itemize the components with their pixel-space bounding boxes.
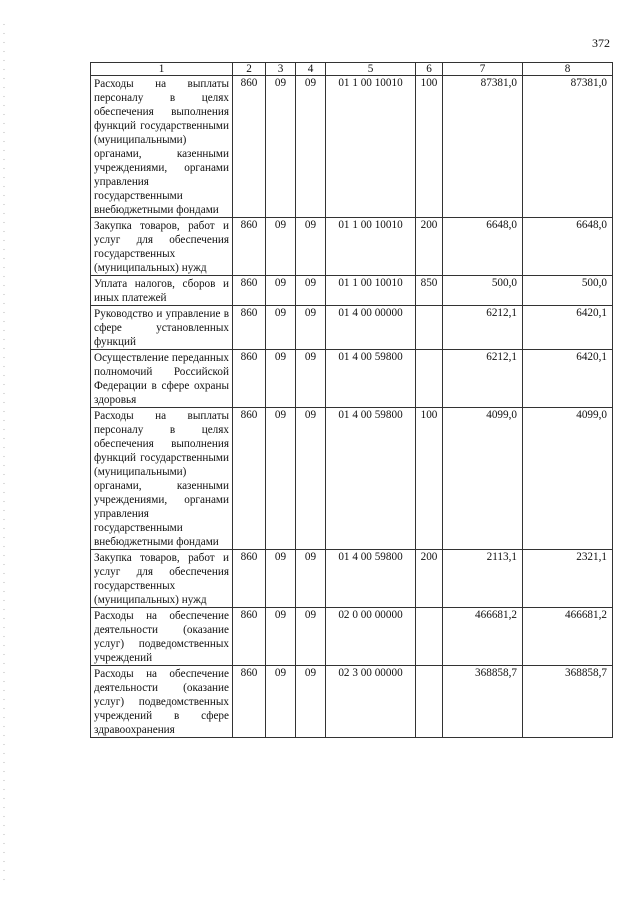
table-row	[91, 666, 613, 738]
target-article-cell: 01 1 00 10010	[326, 276, 416, 306]
code-cell: 860	[233, 608, 266, 666]
column-header: 3	[266, 63, 296, 76]
amount-cell: 6648,0	[443, 218, 523, 276]
expense-type-cell: 100	[416, 76, 443, 218]
amount-cell: 6648,0	[523, 218, 613, 276]
section-cell: 09	[266, 218, 296, 276]
expense-type-cell: 200	[416, 550, 443, 608]
section-cell: 09	[266, 350, 296, 408]
column-header: 6	[416, 63, 443, 76]
row-name-cell: Расходы на обеспечение деятельности (оказание услуг) подведомственных учреждений	[91, 608, 233, 666]
amount-cell: 6420,1	[523, 306, 613, 350]
page-number: 372	[592, 36, 610, 50]
code-cell: 860	[233, 76, 266, 218]
expense-type-cell: 200	[416, 218, 443, 276]
table-row	[91, 608, 613, 666]
amount-cell: 6212,1	[443, 306, 523, 350]
section-cell: 09	[266, 408, 296, 550]
row-name-cell: Руководство и управление в сфере установленных функций	[91, 306, 233, 350]
row-name-cell: Закупка товаров, работ и услуг для обеспечения государственных (муниципальных) нужд	[91, 218, 233, 276]
section-cell: 09	[266, 306, 296, 350]
subsection-cell: 09	[296, 608, 326, 666]
expense-type-cell	[416, 608, 443, 666]
column-header: 7	[443, 63, 523, 76]
subsection-cell: 09	[296, 408, 326, 550]
column-header: 2	[233, 63, 266, 76]
code-cell: 860	[233, 550, 266, 608]
amount-cell: 368858,7	[523, 666, 613, 738]
column-header: 5	[326, 63, 416, 76]
section-cell: 09	[266, 550, 296, 608]
subsection-cell: 09	[296, 276, 326, 306]
amount-cell: 87381,0	[443, 76, 523, 218]
amount-cell: 4099,0	[523, 408, 613, 550]
expense-type-cell	[416, 350, 443, 408]
budget-table	[90, 62, 613, 738]
row-name-cell: Расходы на обеспечение деятельности (оказание услуг) подведомственных учреждений в сфере здравоохранения	[91, 666, 233, 738]
expense-type-cell	[416, 306, 443, 350]
table-row	[91, 218, 613, 276]
target-article-cell: 01 4 00 59800	[326, 408, 416, 550]
table-row	[91, 276, 613, 306]
target-article-cell: 01 4 00 59800	[326, 550, 416, 608]
code-cell: 860	[233, 306, 266, 350]
code-cell: 860	[233, 350, 266, 408]
amount-cell: 500,0	[523, 276, 613, 306]
section-cell: 09	[266, 76, 296, 218]
target-article-cell: 02 0 00 00000	[326, 608, 416, 666]
row-name-cell: Уплата налогов, сборов и иных платежей	[91, 276, 233, 306]
target-article-cell: 02 3 00 00000	[326, 666, 416, 738]
target-article-cell: 01 1 00 10010	[326, 76, 416, 218]
subsection-cell: 09	[296, 550, 326, 608]
code-cell: 860	[233, 218, 266, 276]
code-cell: 860	[233, 408, 266, 550]
subsection-cell: 09	[296, 306, 326, 350]
column-header: 1	[91, 63, 233, 76]
table-header-row	[91, 63, 613, 76]
expense-type-cell: 850	[416, 276, 443, 306]
table-row	[91, 306, 613, 350]
table-row	[91, 408, 613, 550]
subsection-cell: 09	[296, 350, 326, 408]
section-cell: 09	[266, 666, 296, 738]
table-row	[91, 76, 613, 218]
amount-cell: 2321,1	[523, 550, 613, 608]
expense-type-cell: 100	[416, 408, 443, 550]
column-header: 4	[296, 63, 326, 76]
amount-cell: 87381,0	[523, 76, 613, 218]
column-header: 8	[523, 63, 613, 76]
target-article-cell: 01 4 00 59800	[326, 350, 416, 408]
table-row	[91, 350, 613, 408]
row-name-cell: Расходы на выплаты персоналу в целях обеспечения выполнения функций государственными (муниципальными) органами, казенными учреждениями, органами управления государственными внебюджетными фондами	[91, 408, 233, 550]
subsection-cell: 09	[296, 76, 326, 218]
row-name-cell: Закупка товаров, работ и услуг для обеспечения государственных (муниципальных) нужд	[91, 550, 233, 608]
code-cell: 860	[233, 666, 266, 738]
target-article-cell: 01 4 00 00000	[326, 306, 416, 350]
table-body	[91, 76, 613, 738]
target-article-cell: 01 1 00 10010	[326, 218, 416, 276]
code-cell: 860	[233, 276, 266, 306]
amount-cell: 368858,7	[443, 666, 523, 738]
subsection-cell: 09	[296, 218, 326, 276]
expense-type-cell	[416, 666, 443, 738]
amount-cell: 466681,2	[523, 608, 613, 666]
amount-cell: 2113,1	[443, 550, 523, 608]
row-name-cell: Осуществление переданных полномочий Российской Федерации в сфере охраны здоровья	[91, 350, 233, 408]
section-cell: 09	[266, 608, 296, 666]
amount-cell: 466681,2	[443, 608, 523, 666]
amount-cell: 4099,0	[443, 408, 523, 550]
amount-cell: 6212,1	[443, 350, 523, 408]
margin-dots	[3, 20, 5, 884]
subsection-cell: 09	[296, 666, 326, 738]
row-name-cell: Расходы на выплаты персоналу в целях обеспечения выполнения функций государственными (муниципальными) органами, казенными учреждениями, органами управления государственными внебюджетными фондами	[91, 76, 233, 218]
amount-cell: 500,0	[443, 276, 523, 306]
amount-cell: 6420,1	[523, 350, 613, 408]
section-cell: 09	[266, 276, 296, 306]
table-row	[91, 550, 613, 608]
